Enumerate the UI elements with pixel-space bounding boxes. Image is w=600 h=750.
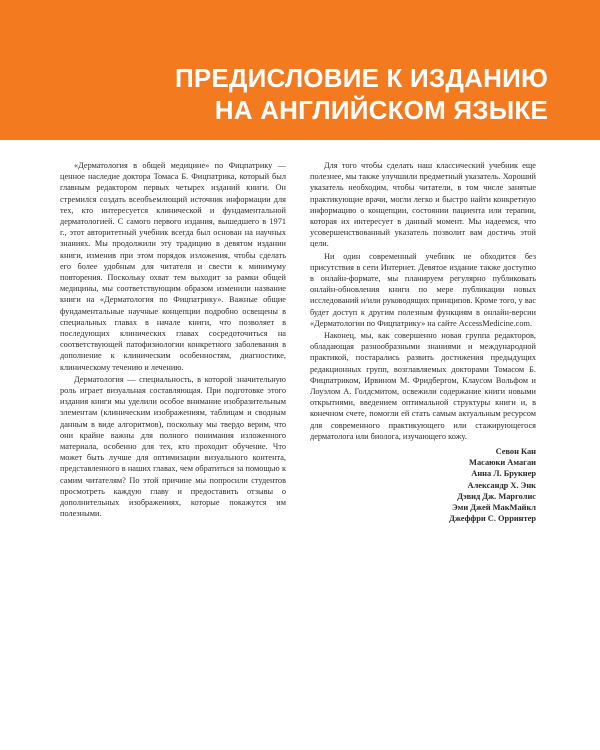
editor-signatures: [310, 446, 536, 524]
editor-name: Александр Х. Энк: [467, 480, 536, 490]
paragraph: Для того чтобы сделать наш классический учебник еще полезнее, мы также улучшили предметный указатель. Хороший указатель необходим, чтобы читатели, в том числе занятые практикующие врачи, могли легко и быстро найти конкретную информацию о концепции, состоянии пациента или терапии, которая их интересует в данный момент. Мы надеемся, что усовершенствованный указатель позволит вам достичь этой цели.: [310, 161, 536, 249]
title-line-2: НА АНГЛИЙСКОМ ЯЗЫКЕ: [214, 95, 548, 125]
editor-name: Дэвид Дж. Марголис: [457, 491, 536, 501]
editor-name: Эми Джей МакМайкл: [451, 503, 536, 513]
paragraph: Дерматология — специальность, в которой значительную роль играет визуальная составляющая. При подготовке этого издания книги мы уделили особое внимание изобразительным элементам (клиническим изображениям, таблицам и сводным данным в виде алгоритмов), поскольку мы твердо верим, что они крайне важны для полного понимания изложенного материала, особенно для тех, кто проходит обучение. Что может быть лучше для оптимизации визуального контента, представленного в наших главах, чем обратиться за помощью к самим читателям? По этой причине мы попросили студентов просмотреть каждую главу и предоставить отзывы о дополнительных изображениях, которые покажутся им полезными.: [60, 374, 286, 519]
left-column: [60, 160, 286, 525]
editor-name: Масаюки Амагаи: [469, 458, 536, 468]
paragraph: «Дерматология в общей медицине» по Фицпатрику — ценное наследие доктора Томаса Б. Фицпатрика, который был главным редактором первых четырех изданий книги. Он стремился создать всеобъемлющий источник информации для тех, кто интересуется клинической и фундаментальной дерматологией. С самого первого издания, вышедшего в 1971 г., этот авторитетный учебник всегда был основан на научных знаниях. Мы продолжили эту традицию в девятом издании книги, изменив при этом порядок изложения, чтобы сделать его более удобным для читателя и свести к минимуму повторения. Поскольку охват тем выходит за рамки общей медицины, мы соответствующим образом изменили название книги на «Дерматология по Фицпатрику». Важные общие фундаментальные научные концепции подробно освещены в специальных главах в начале книги, что позволяет в последующих клинических главах сосредоточиться на соответствующей патофизиологии конкретного заболевания в дополнение к клиническим особенностям, диагностике, клиническому течению и лечению.: [60, 161, 286, 372]
paragraph: Наконец, мы, как совершенно новая группа редакторов, обладающая разнообразными знаниями и международной практикой, постарались развить достижения предыдущих редакционных групп, возглавляемых докторами Томасом Б. Фицпатриком, Ирвином М. Фридбергом, Клаусом Вольфом и Лоуэлом А. Голдсмитом, освежили содержание книги новыми открытиями, введением оптимальной структуры книги и, в конечном счете, помогли ей стать самым актуальным ресурсом для современного практикующего или стажирующегося дерматолога или биолога, изучающего кожу.: [310, 331, 536, 441]
title-line-1: ПРЕДИСЛОВИЕ К ИЗДАНИЮ: [174, 63, 548, 93]
editor-name: Севон Кан: [495, 447, 536, 457]
page-title: [175, 62, 548, 126]
editor-name: Анна Л. Брукнер: [471, 469, 536, 479]
editor-name: Джеффри С. Орринтер: [449, 514, 536, 524]
paragraph: Ни один современный учебник не обходится без присутствия в сети Интернет. Девятое издание также доступно в онлайн-формате, мы планируем регулярно публиковать онлайн-обновления книги по мере публикации новых исследований и/или руководящих принципов. Кроме того, у вас будет доступ к другим полезным функциям в онлайн-версии «Дерматологии по Фицпатрику» на сайте AccessMedicine.com.: [310, 251, 536, 328]
right-column: [310, 160, 536, 525]
body-columns: [60, 160, 536, 525]
